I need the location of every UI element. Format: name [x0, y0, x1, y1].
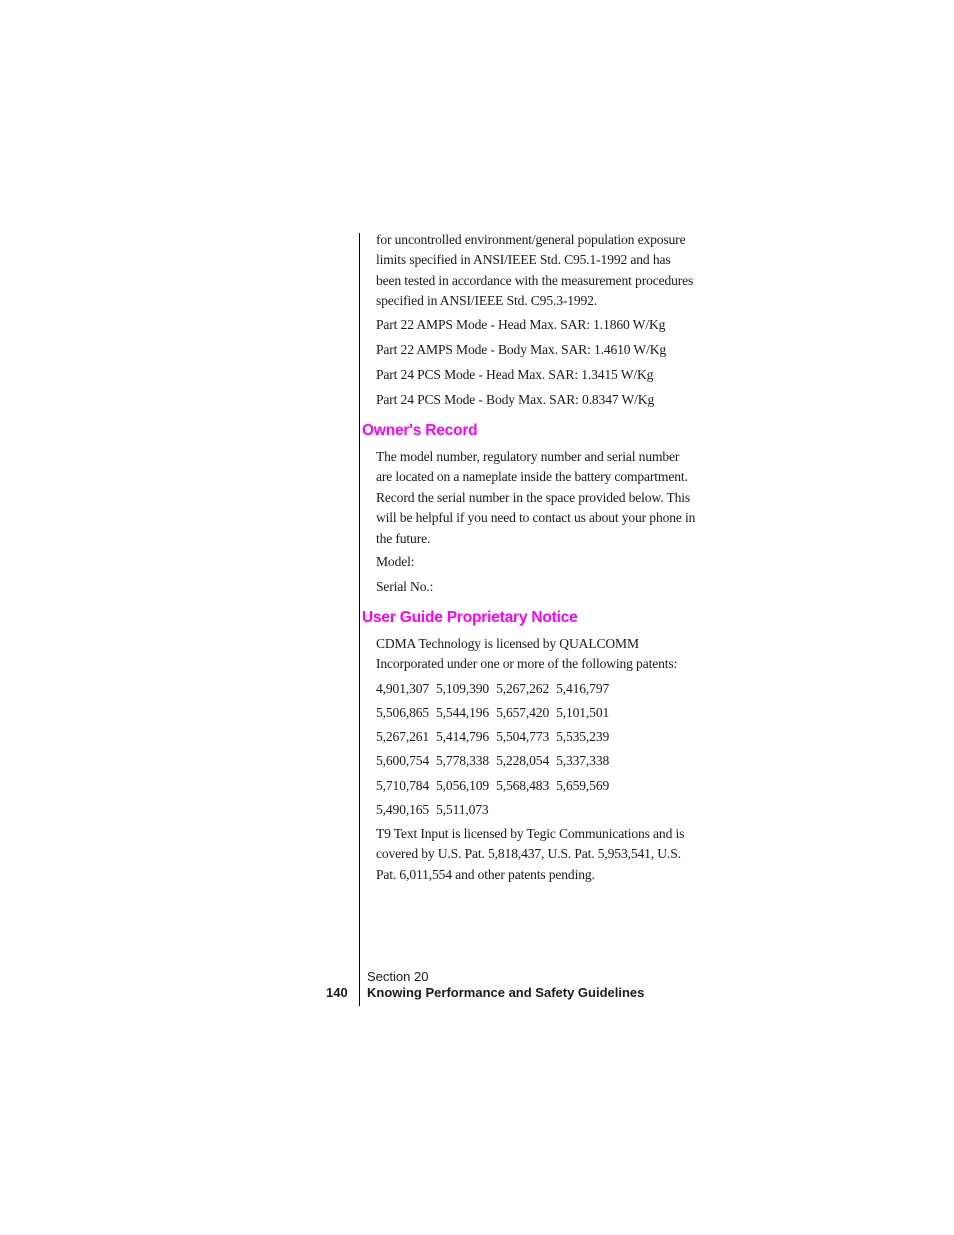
patent-number: 5,778,338	[436, 753, 490, 768]
patent-number: 5,337,338	[556, 753, 610, 768]
patent-number: 5,657,420	[496, 705, 550, 720]
page-number: 140	[326, 985, 348, 1000]
patent-number: 5,228,054	[496, 753, 550, 768]
patent-number: 5,511,073	[436, 802, 489, 817]
patent-number: 5,101,501	[556, 705, 610, 720]
owners-record-heading: Owner's Record	[362, 422, 478, 439]
patent-number: 5,710,784	[376, 778, 430, 793]
patent-number: 5,659,569	[556, 778, 610, 793]
patent-row	[376, 751, 609, 771]
cdma-license-paragraph: CDMA Technology is licensed by QUALCOMM Incorporated under one or more of the following patents:	[376, 636, 678, 672]
patent-number: 5,535,239	[556, 729, 610, 744]
sar-line-amps-head: Part 22 AMPS Mode - Head Max. SAR: 1.1860 W/Kg	[376, 317, 666, 332]
patent-row	[376, 800, 489, 820]
footer-section-label: Section 20	[367, 969, 429, 984]
sar-line-amps-body: Part 22 AMPS Mode - Body Max. SAR: 1.4610 W/Kg	[376, 342, 667, 357]
patent-number: 5,506,865	[376, 705, 430, 720]
patent-number: 5,056,109	[436, 778, 490, 793]
patent-row	[376, 703, 609, 723]
patent-number: 5,544,196	[436, 705, 490, 720]
owners-record-paragraph: The model number, regulatory number and serial number are located on a nameplate inside the battery compartment. Record the serial number in the space provided below. This will be helpful if you need to contact us about your phone in the future.	[376, 449, 696, 546]
patent-number: 5,568,483	[496, 778, 550, 793]
t9-license-paragraph: T9 Text Input is licensed by Tegic Communications and is covered by U.S. Pat. 5,818,437, U.S. Pat. 5,953,541, U.S. Pat. 6,011,554 and other patents pending.	[376, 826, 685, 882]
serial-label: Serial No.:	[376, 579, 434, 594]
model-label: Model:	[376, 554, 415, 569]
patent-number: 5,600,754	[376, 753, 430, 768]
vertical-margin-rule	[359, 233, 360, 1006]
sar-line-pcs-head: Part 24 PCS Mode - Head Max. SAR: 1.3415 W/Kg	[376, 367, 654, 382]
footer-chapter-title: Knowing Performance and Safety Guidelines	[367, 985, 645, 1000]
patent-row	[376, 727, 609, 747]
patent-number: 5,416,797	[556, 681, 610, 696]
patent-number: 5,109,390	[436, 681, 490, 696]
patent-number: 5,267,261	[376, 729, 430, 744]
sar-line-pcs-body: Part 24 PCS Mode - Body Max. SAR: 0.8347 W/Kg	[376, 392, 655, 407]
patent-row	[376, 679, 609, 699]
patent-number: 5,504,773	[496, 729, 550, 744]
patent-number: 5,267,262	[496, 681, 550, 696]
patent-number: 5,414,796	[436, 729, 490, 744]
intro-paragraph: for uncontrolled environment/general population exposure limits specified in ANSI/IEEE Std. C95.1-1992 and has been tested in accordance with the measurement procedures specified in ANSI/IEEE Std. C95.3-1992.	[376, 232, 694, 309]
patent-number: 5,490,165	[376, 802, 430, 817]
proprietary-notice-heading: User Guide Proprietary Notice	[362, 609, 578, 626]
patent-row	[376, 776, 609, 796]
patent-number: 4,901,307	[376, 681, 430, 696]
